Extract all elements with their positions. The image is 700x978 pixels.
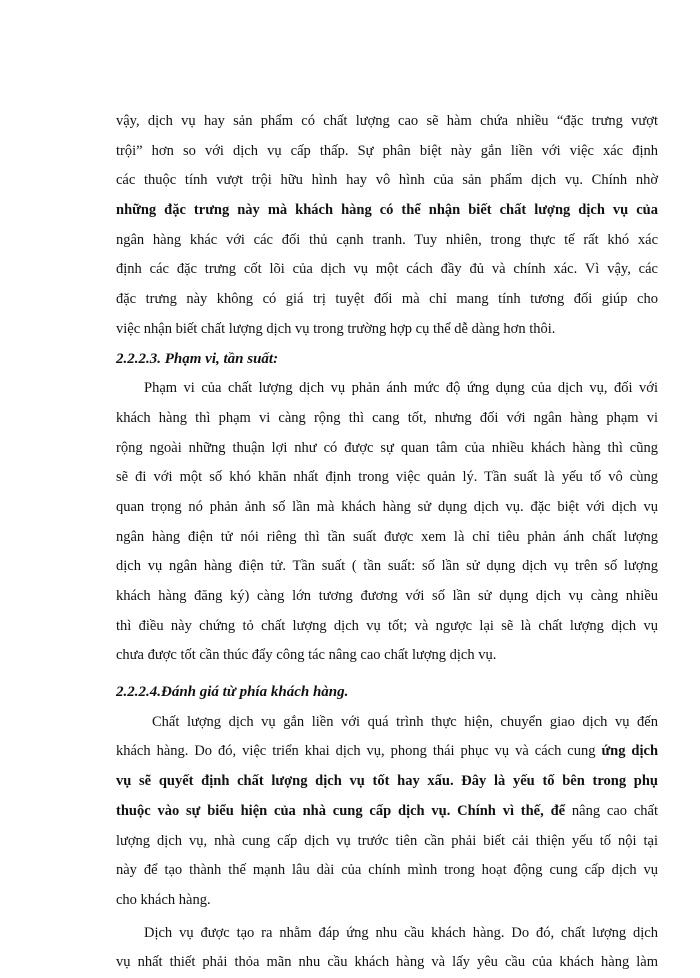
- text-line: Chất lượng dịch vụ gắn liền với quá trình thực hiện, chuyển giao dịch vụ đến: [152, 713, 658, 730]
- text-line: những đặc trưng này mà khách hàng có thể nhận biết chất lượng dịch vụ của: [116, 202, 658, 219]
- text-line: dịch vụ ngân hàng điện tử. Tần suất ( tần suất: số lần sử dụng dịch vụ trên số lượng: [116, 558, 658, 575]
- text-line: sẽ đi với một số khó khăn nhất định trong việc quản lý. Tần suất là yếu tố vô cùng: [116, 469, 658, 486]
- paragraph-scope-frequency: [116, 374, 658, 671]
- text-line: vậy, dịch vụ hay sản phẩm có chất lượng cao sẽ hàm chứa nhiều “đặc trưng vượt: [116, 113, 658, 129]
- text-line: chưa được tốt cần thúc đẩy công tác nâng cao chất lượng dịch vụ.: [116, 647, 497, 664]
- text-line: khách hàng đăng ký) càng lớn tương đương với số lần sử dụng dịch vụ càng nhiều: [116, 588, 658, 604]
- text-line: trội” hơn so với dịch vụ cấp thấp. Sự phân biệt này gắn liền với việc xác định: [116, 142, 658, 159]
- text-line: Dịch vụ được tạo ra nhằm đáp ứng nhu cầu khách hàng. Do đó, chất lượng dịch: [144, 924, 658, 941]
- section-heading-scope-frequency: 2.2.2.3. Phạm vi, tần suất:: [116, 350, 279, 367]
- text-line: ngân hàng điện tử nói riêng thì tần suất được xem là chỉ tiêu phản ánh chất lượng: [116, 528, 658, 545]
- text-line: lượng dịch vụ, nhà cung cấp dịch vụ trước tiên cần phải biết cải thiện yếu tố nội tại: [116, 832, 658, 849]
- document-page: [116, 107, 658, 978]
- text-line: ngân hàng khác với các đối thủ cạnh tranh. Tuy nhiên, trong thực tế rất khó xác: [116, 231, 658, 248]
- paragraph-service-purpose: [116, 919, 658, 978]
- text-line: các thuộc tính vượt trội hữu hình hay vô hình của sản phẩm dịch vụ. Chính nhờ: [116, 172, 658, 189]
- text-line: [116, 797, 658, 827]
- section-heading-customer-evaluation: 2.2.2.4.Đánh giá từ phía khách hàng.: [116, 684, 349, 701]
- text-segment: nâng cao chất: [571, 802, 659, 819]
- text-line: khách hàng thì phạm vi càng rộng thì cang tốt, nhưng đối với ngân hàng phạm vi: [116, 409, 658, 426]
- text-line: rộng ngoài những thuận lợi như có được sự quan tâm của nhiều khách hàng thì cũng: [116, 439, 658, 456]
- text-line: việc nhận biết chất lượng dịch vụ trong trường hợp cụ thể dễ dàng hơn thôi.: [116, 320, 556, 337]
- text-segment-bold: ứng dịch: [601, 743, 659, 760]
- text-line: này để tạo thành thế mạnh lâu dài của chính mình trong hoạt động cung cấp dịch vụ: [116, 862, 658, 879]
- text-segment-bold: thuộc vào sự biểu hiện của nhà cung cấp dịch vụ. Chính vì thế, để: [116, 802, 566, 819]
- text-line: [116, 737, 658, 767]
- text-line: thì điều này chứng tỏ chất lượng dịch vụ tốt; và ngược lại sẽ là chất lượng dịch vụ: [116, 617, 658, 634]
- paragraph-distinctive-features: [116, 107, 658, 345]
- text-line: vụ nhất thiết phải thỏa mãn nhu cầu khách hàng và lấy yêu cầu của khách hàng làm: [116, 954, 658, 971]
- paragraph-customer-evaluation: [116, 708, 658, 916]
- text-line: vụ sẽ quyết định chất lượng dịch vụ tốt hay xấu. Đây là yếu tố bên trong phụ: [116, 773, 658, 790]
- text-line: cho khách hàng.: [116, 891, 211, 908]
- text-line: quan trọng nó phản ảnh số lần mà khách hàng sử dụng dịch vụ. đặc biệt với dịch vụ: [116, 498, 658, 515]
- text-segment: khách hàng. Do đó, việc triển khai dịch vụ, phong thái phục vụ và cách cung: [116, 743, 596, 760]
- text-line: đặc trưng này không có giá trị tuyệt đối mà chỉ mang tính tương đối giúp cho: [116, 291, 658, 308]
- text-line: định các đặc trưng cốt lõi của dịch vụ một cách đầy đủ và chính xác. Vì vậy, các: [116, 261, 658, 278]
- text-line: Phạm vi của chất lượng dịch vụ phản ánh mức độ ứng dụng của dịch vụ, đối với: [144, 380, 658, 397]
